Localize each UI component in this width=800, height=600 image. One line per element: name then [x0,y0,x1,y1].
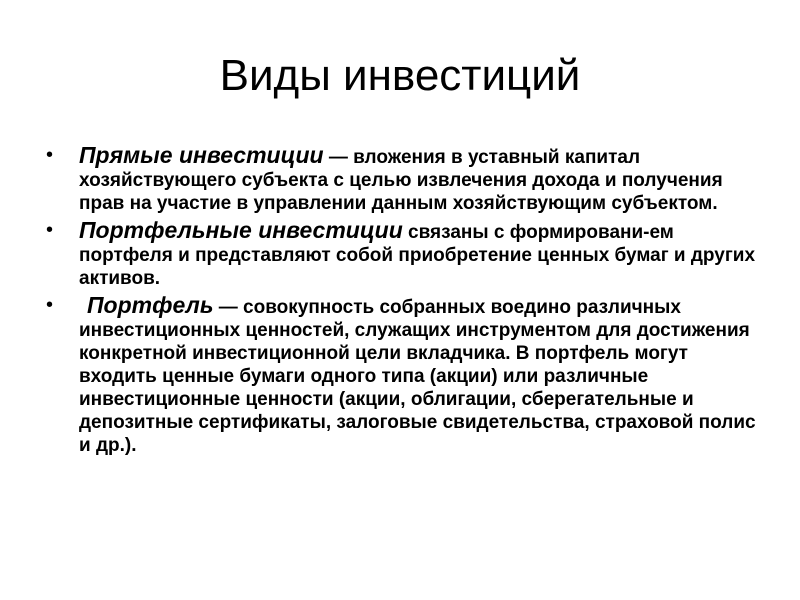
bullet-item-portfolio-investments [46,219,766,290]
bullet-list [46,144,766,461]
bullet-icon: • [46,219,54,241]
slide-title: Виды инвестиций [219,51,581,100]
bullet-item-portfolio [46,294,766,457]
bullet-text: — совокупность собранных воедино различных инвестиционных ценностей, служащих инструментом для достижения конкретной инвестиционной цели вкладчика. В портфель могут входить ценные бумаги одного типа (акции) или различные инвестиционные ценности (акции, облигации, сберегательные и депозитные сертификаты, залоговые свидетельства, страховой полис и др.). [79,297,756,456]
bullet-term: Прямые инвестиции [79,142,324,168]
bullet-icon: • [46,294,54,316]
bullet-text: — вложения в уставный капитал хозяйствующего субъекта с целью извлечения дохода и получения прав на участие в управлении данным хозяйствующим субъектом. [79,147,723,214]
bullet-term: Портфель [87,292,214,318]
bullet-item-direct-investments [46,144,766,215]
bullet-icon: • [46,144,54,166]
bullet-term: Портфельные инвестиции [79,217,403,243]
bullet-text: связаны с формировани-ем портфеля и представляют собой приобретение ценных бумаг и других активов. [79,222,756,289]
